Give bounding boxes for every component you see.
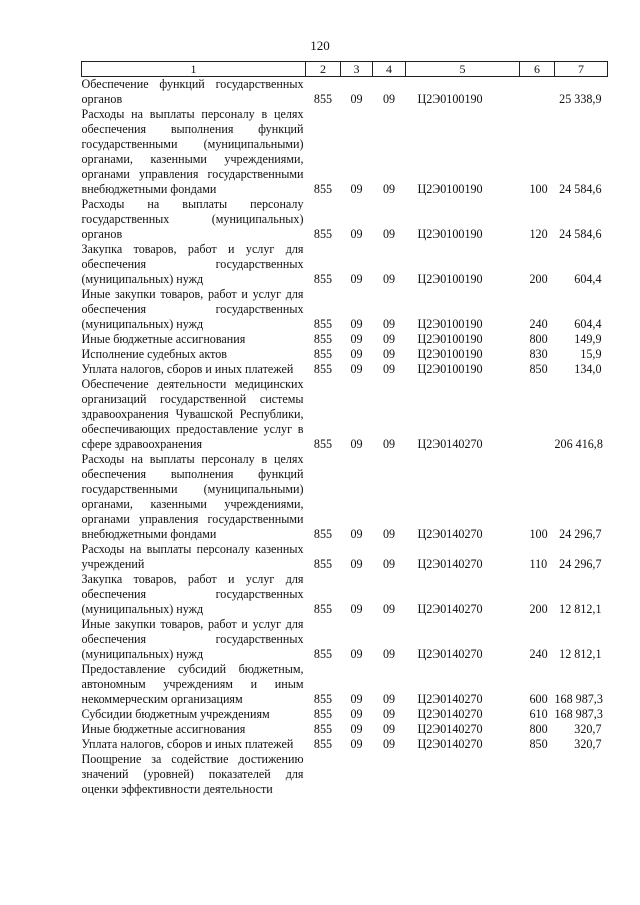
cell-csr: Ц2Э0100190 [417,272,483,286]
cell-rz: 09 [350,92,363,106]
cell-vr: 600 [529,692,548,706]
table-row [82,662,608,707]
cell-sum: 15,9 [580,347,602,361]
cell-ved: 855 [313,92,333,106]
cell-ved: 855 [313,722,333,736]
cell-ved: 855 [313,557,333,571]
cell-ved: 855 [313,437,333,451]
cell-vr: 240 [529,317,548,331]
cell-csr: Ц2Э0100190 [417,347,483,361]
cell-vr: 110 [529,557,548,571]
cell-rz: 09 [350,602,363,616]
cell-csr: Ц2Э0140270 [417,647,483,661]
cell-name: Предоставление субсидий бюджетным, автономным учреждениям и иным некоммерческим организациям [81,662,304,706]
cell-csr: Ц2Э0140270 [417,737,483,751]
table-row [82,707,608,722]
cell-pr: 09 [382,362,396,376]
cell-rz: 09 [350,272,363,286]
cell-vr: 800 [529,722,548,736]
cell-vr: 850 [529,737,548,751]
cell-csr: Ц2Э0140270 [417,527,483,541]
cell-name: Уплата налогов, сборов и иных платежей [81,362,294,376]
cell-ved: 855 [313,527,333,541]
cell-pr: 09 [382,557,396,571]
cell-pr: 09 [382,602,396,616]
cell-rz: 09 [350,737,363,751]
cell-ved: 855 [313,332,333,346]
cell-name: Расходы на выплаты персоналу государственных (муниципальных) органов [81,197,304,241]
cell-name: Исполнение судебных актов [81,347,227,361]
header-col-2: 2 [306,62,341,77]
cell-name: Закупка товаров, работ и услуг для обеспечения государственных (муниципальных) нужд [81,572,304,616]
cell-csr: Ц2Э0140270 [417,692,483,706]
cell-sum: 320,7 [574,722,602,736]
cell-vr: 200 [529,272,548,286]
table-row [82,77,608,108]
cell-pr: 09 [382,647,396,661]
header-col-4: 4 [373,62,406,77]
cell-vr: 120 [529,227,548,241]
cell-csr: Ц2Э0100190 [417,332,483,346]
cell-name: Расходы на выплаты персоналу в целях обеспечения выполнения функций государственными (муниципальными) органами, казенными учреждениями, органами управления государственными внебюджетными фондами [81,452,304,541]
cell-ved: 855 [313,692,333,706]
cell-rz: 09 [350,557,363,571]
table-row [82,377,608,452]
cell-rz: 09 [350,362,363,376]
table-row [82,722,608,737]
cell-vr: 100 [529,182,548,196]
cell-name: Уплата налогов, сборов и иных платежей [81,737,294,751]
cell-sum: 320,7 [574,737,602,751]
cell-pr: 09 [382,332,396,346]
cell-sum: 168 987,3 [554,692,603,706]
cell-vr [520,77,555,108]
cell-name: Обеспечение деятельности медицинских организаций государственной системы здравоохранения Чувашской Республики, обеспечивающих предоставление услуг в сфере здравоохранения [81,377,304,451]
cell-pr [373,752,406,797]
cell-sum: 24 584,6 [559,182,602,196]
table-row [82,332,608,347]
cell-pr: 09 [382,707,396,721]
cell-pr: 09 [382,272,396,286]
cell-name: Иные закупки товаров, работ и услуг для обеспечения государственных (муниципальных) нужд [81,287,304,331]
table-row [82,452,608,542]
cell-rz: 09 [350,347,363,361]
cell-rz: 09 [350,527,363,541]
cell-ved: 855 [313,737,333,751]
cell-rz: 09 [350,227,363,241]
cell-sum: 168 987,3 [554,707,603,721]
cell-ved: 855 [313,347,333,361]
cell-sum: 604,4 [574,317,602,331]
table-row [82,617,608,662]
cell-name: Расходы на выплаты персоналу в целях обеспечения выполнения функций государственными (муниципальными) органами, казенными учреждениями, органами управления государственными внебюджетными фондами [81,107,304,196]
cell-vr: 850 [529,362,548,376]
cell-csr: Ц2Э0140270 [417,707,483,721]
cell-pr: 09 [382,527,396,541]
cell-csr: Ц2Э0140270 [417,557,483,571]
table-row [82,287,608,332]
table-row [82,752,608,797]
cell-rz: 09 [350,332,363,346]
header-col-1: 1 [82,62,306,77]
cell-pr: 09 [382,227,396,241]
cell-pr: 09 [382,692,396,706]
cell-rz: 09 [350,317,363,331]
cell-pr: 09 [382,92,396,106]
cell-name: Иные бюджетные ассигнования [81,332,246,346]
cell-sum [555,752,608,797]
cell-vr: 830 [529,347,548,361]
table-row [82,107,608,197]
cell-ved: 855 [313,272,333,286]
cell-rz: 09 [350,647,363,661]
cell-ved [306,752,341,797]
cell-sum: 24 584,6 [559,227,602,241]
cell-pr: 09 [382,317,396,331]
cell-csr: Ц2Э0100190 [417,362,483,376]
header-col-7: 7 [555,62,608,77]
cell-csr [406,752,520,797]
cell-rz: 09 [350,707,363,721]
cell-rz [341,752,373,797]
cell-sum: 12 812,1 [559,647,602,661]
cell-csr: Ц2Э0100190 [417,317,483,331]
cell-name: Иные бюджетные ассигнования [81,722,246,736]
cell-name: Поощрение за содействие достижению значений (уровней) показателей для оценки эффективности деятельности [81,752,304,796]
cell-sum: 206 416,8 [554,437,603,451]
cell-pr: 09 [382,737,396,751]
cell-name: Закупка товаров, работ и услуг для обеспечения государственных (муниципальных) нужд [81,242,304,286]
cell-csr: Ц2Э0140270 [417,437,483,451]
header-col-6: 6 [520,62,555,77]
table-row [82,737,608,752]
header-row [82,62,608,77]
cell-name: Обеспечение функций государственных органов [81,77,304,106]
table-row [82,542,608,572]
cell-sum: 134,0 [574,362,602,376]
budget-table [81,61,608,797]
table-row [82,347,608,362]
cell-vr: 240 [529,647,548,661]
cell-rz: 09 [350,182,363,196]
cell-vr [520,377,555,452]
cell-sum: 24 296,7 [559,527,602,541]
cell-rz: 09 [350,722,363,736]
cell-ved: 855 [313,227,333,241]
cell-name: Субсидии бюджетным учреждениям [81,707,270,721]
cell-name: Расходы на выплаты персоналу казенных учреждений [81,542,304,571]
table-body [82,77,608,798]
cell-ved: 855 [313,707,333,721]
cell-sum: 149,9 [574,332,602,346]
cell-pr: 09 [382,182,396,196]
cell-ved: 855 [313,647,333,661]
cell-sum: 25 338,9 [559,92,602,106]
cell-ved: 855 [313,362,333,376]
table-row [82,572,608,617]
cell-sum: 604,4 [574,272,602,286]
cell-rz: 09 [350,437,363,451]
cell-pr: 09 [382,722,396,736]
cell-name: Иные закупки товаров, работ и услуг для обеспечения государственных (муниципальных) нужд [81,617,304,661]
cell-sum: 12 812,1 [559,602,602,616]
cell-csr: Ц2Э0100190 [417,92,483,106]
cell-pr: 09 [382,437,396,451]
cell-ved: 855 [313,182,333,196]
table-row [82,242,608,287]
cell-csr: Ц2Э0100190 [417,182,483,196]
cell-ved: 855 [313,317,333,331]
page-number: 120 [310,38,330,53]
table-row [82,197,608,242]
header-col-5: 5 [406,62,520,77]
cell-vr: 200 [529,602,548,616]
cell-ved: 855 [313,602,333,616]
table-row [82,362,608,377]
header-col-3: 3 [341,62,373,77]
cell-csr: Ц2Э0100190 [417,227,483,241]
cell-pr: 09 [382,347,396,361]
cell-rz: 09 [350,692,363,706]
cell-vr [520,752,555,797]
cell-sum: 24 296,7 [559,557,602,571]
cell-csr: Ц2Э0140270 [417,602,483,616]
cell-vr: 800 [529,332,548,346]
cell-vr: 610 [529,707,548,721]
cell-csr: Ц2Э0140270 [417,722,483,736]
cell-vr: 100 [529,527,548,541]
